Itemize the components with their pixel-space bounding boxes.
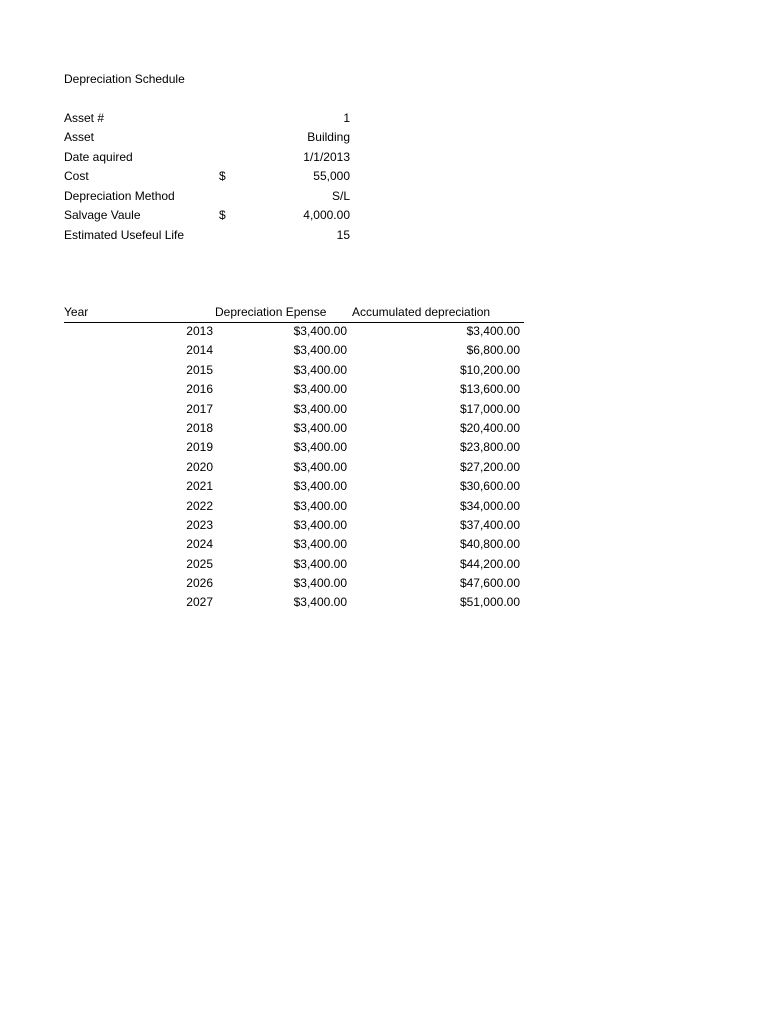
table-row xyxy=(64,438,524,457)
year-cell: 2024 xyxy=(186,537,213,552)
accumulated-depreciation-cell: $44,200.00 xyxy=(459,556,520,571)
date-acquired-label: Date aquired xyxy=(64,150,133,164)
year-cell: 2027 xyxy=(186,595,213,610)
table-row xyxy=(64,535,524,554)
depreciation-expense-cell: $3,400.00 xyxy=(293,440,347,455)
salvage-value-currency: $ xyxy=(219,208,226,222)
accumulated-depreciation-cell: $17,000.00 xyxy=(459,401,520,416)
schedule-header xyxy=(64,303,524,323)
date-acquired-row xyxy=(64,148,354,166)
table-row xyxy=(64,322,524,341)
table-row xyxy=(64,593,524,612)
accumulated-depreciation-cell: $40,800.00 xyxy=(459,537,520,552)
depreciation-expense-cell: $3,400.00 xyxy=(293,324,347,338)
useful-life-row xyxy=(64,226,354,244)
table-row xyxy=(64,477,524,496)
table-row xyxy=(64,516,524,535)
year-cell: 2023 xyxy=(186,517,213,532)
salvage-value-value: 4,000.00 xyxy=(303,208,350,222)
cost-row xyxy=(64,167,354,185)
depreciation-method-row xyxy=(64,187,354,205)
depreciation-method-value: S/L xyxy=(331,189,350,203)
depreciation-expense-cell: $3,400.00 xyxy=(293,420,347,435)
year-cell: 2013 xyxy=(186,324,213,338)
asset-name-label: Asset xyxy=(64,130,95,144)
useful-life-value: 15 xyxy=(336,228,350,242)
table-row xyxy=(64,574,524,593)
accumulated-depreciation-cell: $30,600.00 xyxy=(459,479,520,494)
accumulated-depreciation-cell: $3,400.00 xyxy=(466,324,520,338)
table-row xyxy=(64,458,524,477)
table-row xyxy=(64,380,524,399)
salvage-value-row xyxy=(64,206,354,224)
asset-number-label: Asset # xyxy=(64,111,105,125)
table-row xyxy=(64,555,524,574)
accumulated-depreciation-cell: $23,800.00 xyxy=(459,440,520,455)
accumulated-depreciation-cell: $47,600.00 xyxy=(459,576,520,591)
depreciation-expense-cell: $3,400.00 xyxy=(293,595,347,610)
cost-label: Cost xyxy=(64,169,89,183)
accumulated-depreciation-cell: $37,400.00 xyxy=(459,517,520,532)
depreciation-expense-cell: $3,400.00 xyxy=(293,382,347,397)
year-cell: 2021 xyxy=(186,479,213,494)
accumulated-depreciation-cell: $20,400.00 xyxy=(459,420,520,435)
depreciation-expense-cell: $3,400.00 xyxy=(293,537,347,552)
depreciation-expense-cell: $3,400.00 xyxy=(293,479,347,494)
accumulated-depreciation-cell: $51,000.00 xyxy=(459,595,520,610)
year-cell: 2025 xyxy=(186,556,213,571)
year-cell: 2016 xyxy=(186,382,213,397)
year-cell: 2017 xyxy=(186,401,213,416)
depreciation-expense-cell: $3,400.00 xyxy=(293,576,347,591)
useful-life-label: Estimated Usefeul Life xyxy=(64,228,185,242)
asset-number-row xyxy=(64,109,354,127)
depreciation-expense-column-header: Depreciation Epense xyxy=(215,305,327,319)
page-title: Depreciation Schedule xyxy=(64,72,185,86)
date-acquired-value: 1/1/2013 xyxy=(303,150,350,164)
depreciation-expense-cell: $3,400.00 xyxy=(293,459,347,474)
asset-number-value: 1 xyxy=(343,111,350,125)
year-cell: 2020 xyxy=(186,459,213,474)
salvage-value-label: Salvage Vaule xyxy=(64,208,141,222)
year-cell: 2015 xyxy=(186,362,213,377)
table-row xyxy=(64,400,524,419)
year-cell: 2014 xyxy=(186,343,213,358)
year-cell: 2019 xyxy=(186,440,213,455)
table-row xyxy=(64,341,524,360)
cost-currency: $ xyxy=(219,169,226,183)
depreciation-expense-cell: $3,400.00 xyxy=(293,362,347,377)
year-cell: 2026 xyxy=(186,576,213,591)
asset-name-row xyxy=(64,128,354,146)
table-row xyxy=(64,497,524,516)
table-row xyxy=(64,419,524,438)
year-cell: 2022 xyxy=(186,498,213,513)
year-column-header: Year xyxy=(64,305,89,319)
accumulated-depreciation-cell: $34,000.00 xyxy=(459,498,520,513)
table-row xyxy=(64,361,524,380)
schedule-body xyxy=(64,322,524,613)
depreciation-expense-cell: $3,400.00 xyxy=(293,498,347,513)
accumulated-depreciation-cell: $6,800.00 xyxy=(466,343,520,358)
year-cell: 2018 xyxy=(186,420,213,435)
depreciation-expense-cell: $3,400.00 xyxy=(293,401,347,416)
asset-name-value: Building xyxy=(307,130,350,144)
accumulated-depreciation-cell: $10,200.00 xyxy=(459,362,520,377)
accumulated-depreciation-column-header: Accumulated depreciation xyxy=(352,305,491,319)
depreciation-expense-cell: $3,400.00 xyxy=(293,343,347,358)
accumulated-depreciation-cell: $13,600.00 xyxy=(459,382,520,397)
accumulated-depreciation-cell: $27,200.00 xyxy=(459,459,520,474)
depreciation-expense-cell: $3,400.00 xyxy=(293,556,347,571)
depreciation-method-label: Depreciation Method xyxy=(64,189,175,203)
depreciation-expense-cell: $3,400.00 xyxy=(293,517,347,532)
cost-value: 55,000 xyxy=(313,169,350,183)
